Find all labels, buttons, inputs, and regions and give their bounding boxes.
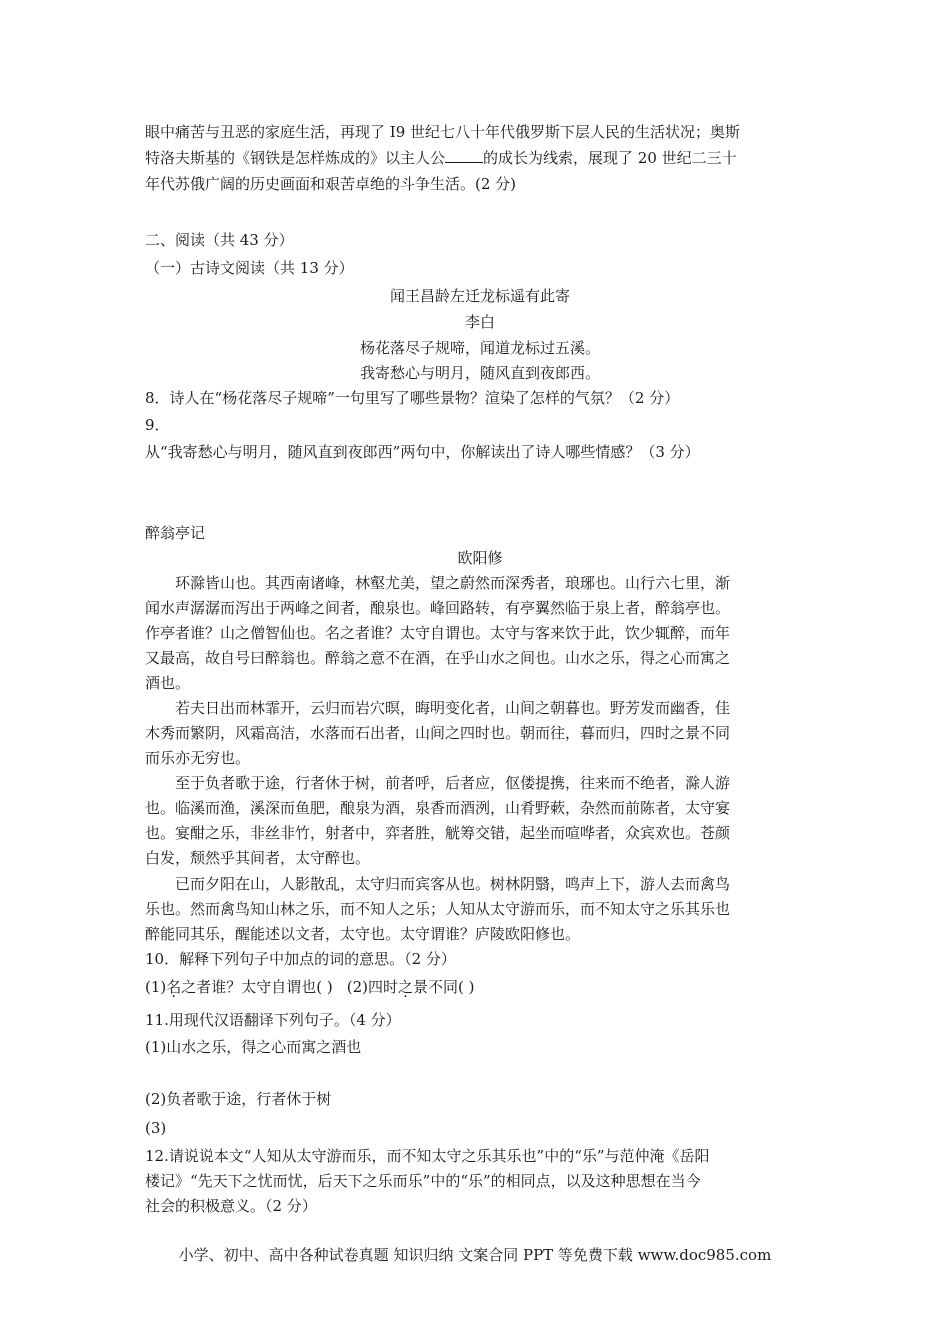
prose-author: 欧阳修 xyxy=(457,549,503,567)
section-title: 二、阅读（共 43 分） xyxy=(145,231,294,249)
intro-line-2-before: 特洛夫斯基的《钢铁是怎样炼成的》以主人公 xyxy=(145,149,446,167)
fill-blank xyxy=(445,148,483,163)
question-10-items xyxy=(145,975,815,1000)
q10-item-2-dotted-word: 之 xyxy=(398,978,414,996)
poem-line-1: 杨花落尽子规啼，闻道龙标过五溪。 xyxy=(359,339,600,357)
prose-p2-line: 而乐亦无穷也。 xyxy=(145,749,251,767)
intro-line-2-after: 的成长为线索，展现了 20 世纪二三十 xyxy=(483,149,737,167)
poem-line-2: 我寄愁心与明月，随风直到夜郎西。 xyxy=(359,364,600,382)
question-8: 8．诗人在“杨花落尽子规啼”一句里写了哪些景物？渲染了怎样的气氛？（2 分） xyxy=(145,389,680,407)
prose-p1-line: 又最高，故自号曰醉翁也。醉翁之意不在酒，在乎山水之间也。山水之乐，得之心而寓之 xyxy=(145,649,731,667)
prose-p1-line: 作亭者谁？山之僧智仙也。名之者谁？太守自谓也。太守与客来饮于此，饮少辄醉，而年 xyxy=(145,624,731,642)
q10-item-2-prefix: (2)四时 xyxy=(346,978,398,996)
prose-p1-line: 闻水声潺潺而泻出于两峰之间者，酿泉也。峰回路转，有亭翼然临于泉上者，醉翁亭也。 xyxy=(145,599,731,617)
prose-p1-line: 酒也。 xyxy=(145,674,191,692)
question-10: 10．解释下列句子中加点的词的意思。（2 分） xyxy=(145,950,456,968)
poem-title: 闻王昌龄左迁龙标遥有此寄 xyxy=(389,287,570,305)
page-footer: 小学、初中、高中各种试卷真题 知识归纳 文案合同 PPT 等免费下载 www.doc985.com xyxy=(178,1246,772,1264)
prose-p4-line: 已而夕阳在山，人影散乱，太守归而宾客从也。树林阴翳，鸣声上下，游人去而禽鸟 xyxy=(175,875,731,893)
question-12-line: 社会的积极意义。（2 分） xyxy=(145,1197,317,1215)
prose-p1-line: 环滁皆山也。其西南诸峰，林壑尤美，望之蔚然而深秀者，琅琊也。山行六七里，渐 xyxy=(175,574,731,592)
question-11-item-3: (3) xyxy=(145,1119,167,1137)
question-9-text: 从“我寄愁心与明月，随风直到夜郎西”两句中，你解读出了诗人哪些情感？（3 分） xyxy=(145,443,700,461)
question-11-item-1: (1)山水之乐，得之心而寓之酒也 xyxy=(145,1038,362,1056)
prose-p2-line: 木秀而繁阴，风霜高洁，水落而石出者，山间之四时也。朝而往，暮而归，四时之景不同 xyxy=(145,724,731,742)
poem-author: 李白 xyxy=(464,313,495,331)
question-12-line: 12.请说说本文“人知从太守游而乐，而不知太守之乐其乐也”中的“乐”与范仲淹《岳阳 xyxy=(145,1147,710,1165)
subsection-title: （一）古诗文阅读（共 13 分） xyxy=(145,259,354,277)
intro-line-1: 眼中痛苦与丑恶的家庭生活，再现了 I9 世纪七八十年代俄罗斯下层人民的生活状况；奥斯 xyxy=(145,123,741,141)
q10-item-1-rest: 之者谁？太守自谓也( ) xyxy=(181,978,333,996)
prose-p3-line: 至于负者歌于途，行者休于树，前者呼，后者应，伛偻提携，往来而不绝者，滁人游 xyxy=(175,774,731,792)
question-11: 11.用现代汉语翻译下列句子。（4 分） xyxy=(145,1011,401,1029)
q10-item-1-dotted-word: 名 xyxy=(166,978,182,996)
prose-p4-line: 乐也。然而禽鸟知山林之乐，而不知人之乐；人知从太守游而乐，而不知太守之乐其乐也 xyxy=(145,900,731,918)
prose-p3-line: 也。宴酣之乐，非丝非竹，射者中，弈者胜，觥筹交错，起坐而喧哗者，众宾欢也。苍颜 xyxy=(145,824,731,842)
q10-item-1-prefix: (1) xyxy=(145,978,167,996)
intro-line-2 xyxy=(145,146,815,171)
prose-p4-line: 醉能同其乐，醒能述以文者，太守也。太守谓谁？庐陵欧阳修也。 xyxy=(145,925,581,943)
question-11-item-2: (2)负者歌于途，行者休于树 xyxy=(145,1090,332,1108)
question-12-line: 楼记》“先天下之忧而忧，后天下之乐而乐”中的“乐”的相同点，以及这种思想在当今 xyxy=(145,1172,701,1190)
question-9-number: 9． xyxy=(145,416,170,434)
q10-item-2-rest: 景不同( ) xyxy=(413,978,475,996)
intro-line-3: 年代苏俄广阔的历史画面和艰苦卓绝的斗争生活。(2 分) xyxy=(145,175,517,193)
prose-title: 醉翁亭记 xyxy=(145,524,206,542)
prose-p2-line: 若夫日出而林霏开，云归而岩穴暝，晦明变化者，山间之朝暮也。野芳发而幽香，佳 xyxy=(175,699,731,717)
prose-p3-line: 也。临溪而渔，溪深而鱼肥，酿泉为酒，泉香而酒洌，山肴野蔌，杂然而前陈者，太守宴 xyxy=(145,799,731,817)
prose-p3-line: 白发，颓然乎其间者，太守醉也。 xyxy=(145,849,371,867)
